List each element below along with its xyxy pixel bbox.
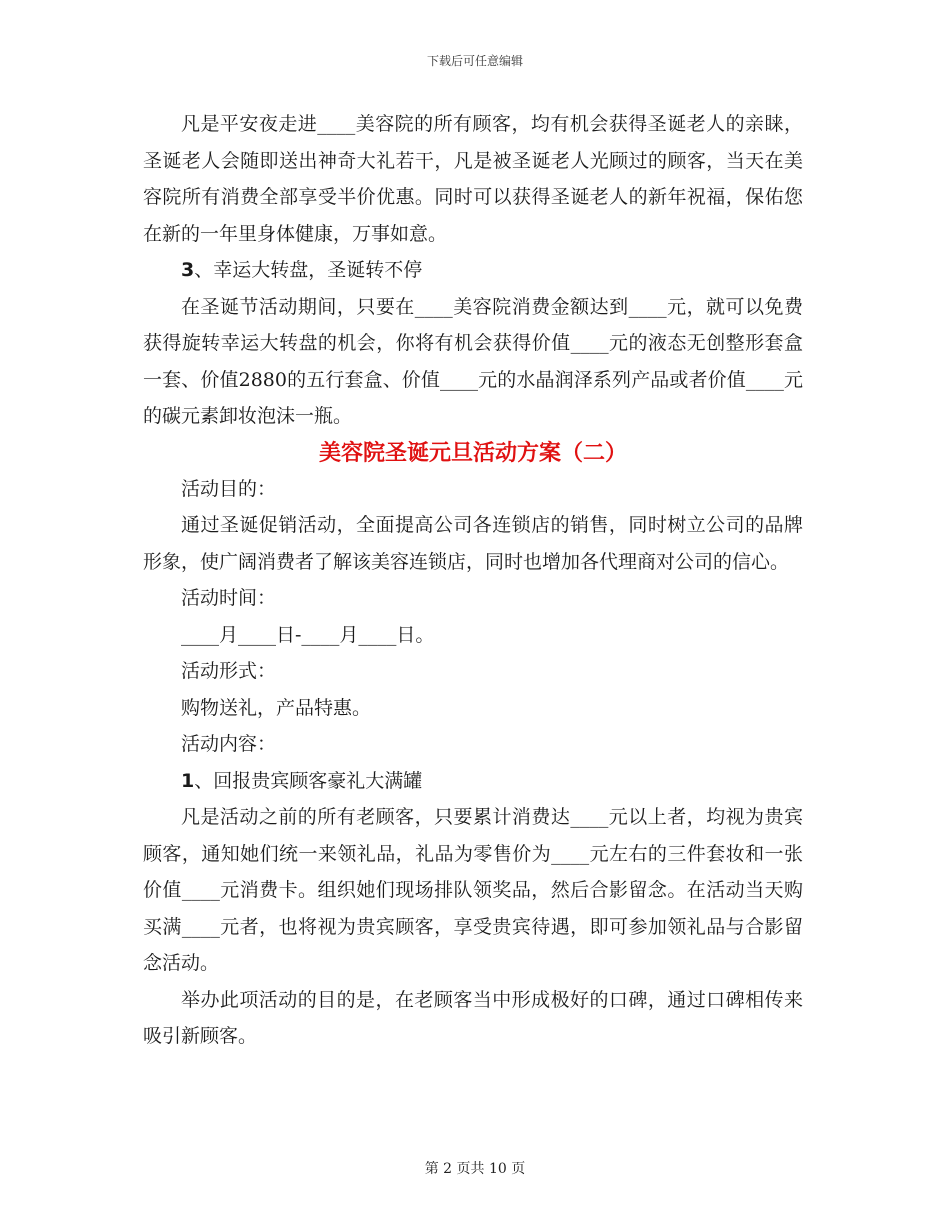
page-header: 下载后可任意编辑 [426, 54, 523, 68]
section-heading-text: 、幸运大转盘，圣诞转不停 [194, 259, 423, 281]
document-title: 美容院圣诞元旦活动方案（二） [318, 439, 627, 466]
purpose-label: 活动目的： [181, 477, 277, 500]
section-heading-vip [143, 763, 803, 800]
document-body [143, 106, 803, 1055]
section-number: 3 [181, 259, 195, 281]
paragraph-christmas-eve: 凡是平安夜走进____美容院的所有顾客，均有机会获得圣诞老人的亲睐，圣诞老人会随即送出神奇大礼若干，凡是被圣诞老人光顾过的顾客，当天在美容院所有消费全部享受半价优惠。同时可以获得圣诞老人的新年祝福，保佑您在新的一年里身体健康，万事如意。 [143, 113, 803, 245]
section-number: 1 [181, 769, 195, 792]
time-label: 活动时间： [181, 587, 277, 609]
page-footer: 第 2 页共 10 页 [424, 1161, 526, 1177]
paragraph-time: ____月____日-____月____日。 [181, 623, 435, 646]
section-heading-lucky-wheel [143, 252, 803, 289]
form-label: 活动形式： [181, 660, 277, 682]
paragraph-purpose: 通过圣诞促销活动，全面提高公司各连锁店的销售，同时树立公司的品牌形象，使广阔消费者了解该美容连锁店，同时也增加各代理商对公司的信心。 [143, 514, 803, 573]
paragraph-purpose-summary: 举办此项活动的目的是，在老顾客当中形成极好的口碑，通过口碑相传来吸引新顾客。 [143, 988, 803, 1047]
paragraph-vip: 凡是活动之前的所有老顾客，只要累计消费达____元以上者，均视为贵宾顾客，通知她们统一来领礼品，礼品为零售价为____元左右的三件套妆和一张价值____元消费卡。组织她们现场排队领奖品，然后合影留念。在活动当天购买满____元者，也将视为贵宾顾客，享受贵宾待遇，即可参加领礼品与合影留念活动。 [143, 806, 803, 974]
paragraph-lucky-wheel: 在圣诞节活动期间，只要在____美容院消费金额达到____元，就可以免费获得旋转幸运大转盘的机会，你将有机会获得价值____元的液态无创整形套盒一套、价值2880的五行套盒、价值____元的水晶润泽系列产品或者价值____元的碳元素卸妆泡沫一瓶。 [143, 295, 803, 427]
section-heading-text: 、回报贵宾顾客豪礼大满罐 [194, 769, 423, 792]
content-label: 活动内容： [181, 733, 277, 755]
paragraph-form: 购物送礼，产品特惠。 [181, 696, 372, 719]
